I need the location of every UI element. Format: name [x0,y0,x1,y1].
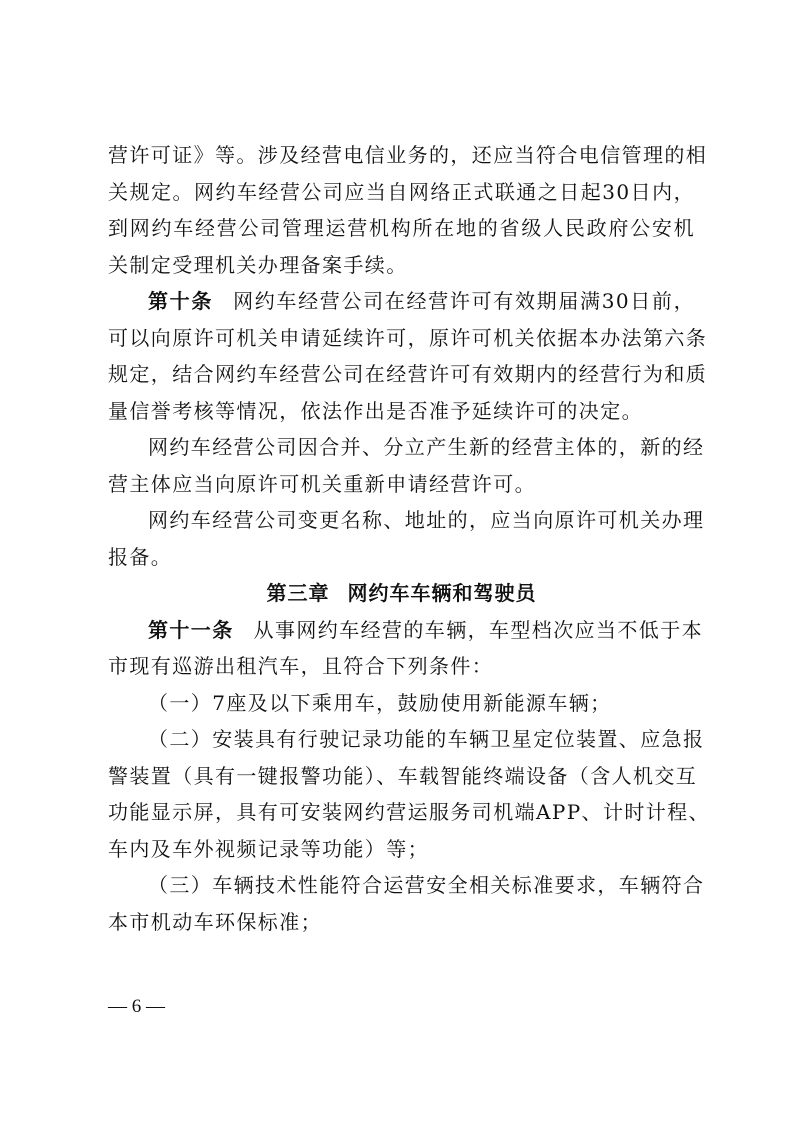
article-11-first-line [108,612,704,649]
text-line: 功能显示屏，具有可安装网约营运服务司机端APP、计时计程、 [108,800,710,824]
article-11-label: 第十一条 [148,617,234,642]
text-line: 报备。 [108,544,173,569]
chapter-title: 网约车车辆和驾驶员 [347,581,537,605]
text-line: （二）安装具有行驶记录功能的车辆卫星定位装置、应急报 [148,727,705,751]
text-line: 本市机动车环保标准； [108,909,322,934]
text-line: 从事网约车经营的车辆，车型档次应当不低于本 [253,617,704,642]
article-10-label: 第十条 [148,289,214,313]
text-line: 网约车经营公司因合并、分立产生新的经营主体的，新的经 [148,435,705,459]
text-line: 营许可证》等。涉及经营电信业务的，还应当符合电信管理的相 [108,143,708,167]
text-line: 到网约车经营公司管理运营机构所在地的省级人民政府公安机 [108,216,695,240]
chapter-heading [108,575,695,612]
text-line: 规定，结合网约车经营公司在经营许可有效期内的经营行为和质 [108,362,708,386]
text-line: 车内及车外视频记录等功能）等； [108,836,429,861]
document-body [108,137,710,940]
text-line: 关制定受理机关办理备案手续。 [108,252,408,277]
text-line: （一）7座及以下乘用车，鼓励使用新能源车辆； [148,690,612,715]
text-line: 网约车经营公司在经营许可有效期届满30日前， [233,289,696,313]
chapter-number: 第三章 [266,581,330,605]
text-line: 警装置（具有一键报警功能）、车载智能终端设备（含人机交互 [108,763,698,788]
text-line: 市现有巡游出租汽车，且符合下列条件： [108,654,494,678]
text-line: 关规定。网约车经营公司应当自网络正式联通之日起30日内， [108,179,695,204]
text-line: 网约车经营公司变更名称、地址的，应当向原许可机关办理 [148,508,705,532]
article-10-first-line [108,283,695,320]
text-line: 营主体应当向原许可机关重新申请经营许可。 [108,471,536,496]
page-number: — 6 — [108,996,165,1017]
text-line: （三）车辆技术性能符合运营安全相关标准要求，车辆符合 [148,873,705,897]
text-line: 量信誉考核等情况，依法作出是否准予延续许可的决定。 [108,398,643,423]
text-line: 可以向原许可机关申请延续许可，原许可机关依据本办法第六条 [108,325,708,350]
